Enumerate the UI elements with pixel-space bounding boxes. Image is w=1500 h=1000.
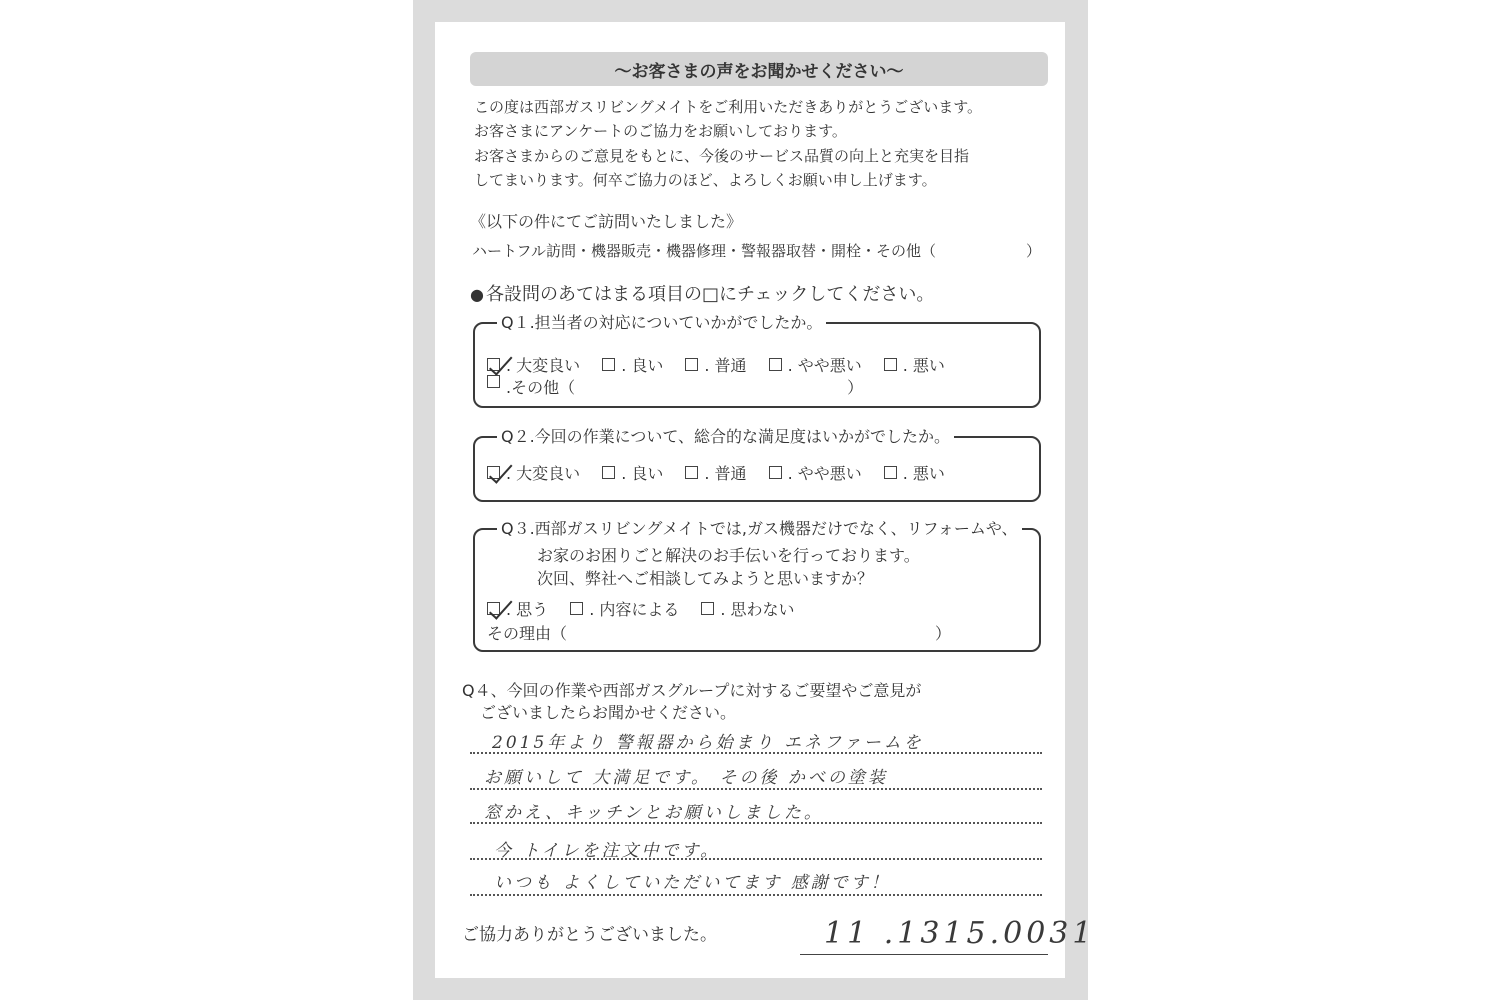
intro-line-3: お客さまからのご意見をもとに、今後のサービス品質の向上と充実を目指 <box>474 147 970 165</box>
q1-title: Q１.担当者の対応についていかがでしたか。 <box>497 313 826 333</box>
answer-line-1: 2015年より 警報器から始まり エネファームを <box>492 733 924 753</box>
checkbox-icon[interactable] <box>769 358 782 371</box>
serial-underline <box>800 954 1048 955</box>
q3-option-2[interactable]: . 内容による <box>570 597 679 620</box>
intro-line-2: お客さまにアンケートのご協力をお願いしております。 <box>474 122 847 140</box>
answer-line-4: 今 トイレを注文中です。 <box>494 841 721 861</box>
instruction <box>470 280 934 306</box>
q2-option-3[interactable]: . 普通 <box>685 461 746 484</box>
answer-line-2: お願いして 大満足です。 その後 かべの塗装 <box>484 768 888 788</box>
answer-rule-5 <box>470 894 1042 896</box>
checkbox-icon[interactable] <box>884 358 897 371</box>
closing-text: ご協力ありがとうございました。 <box>462 925 717 945</box>
checkbox-checked-icon[interactable] <box>487 466 500 479</box>
q1-option-1[interactable]: . 大変良い <box>487 353 580 376</box>
q1-option-2[interactable]: . 良い <box>602 353 663 376</box>
checkbox-icon[interactable] <box>685 466 698 479</box>
checkbox-checked-icon[interactable] <box>487 358 500 371</box>
q1-option-3[interactable]: . 普通 <box>685 353 746 376</box>
q3-option-3[interactable]: . 思わない <box>701 597 794 620</box>
checkbox-icon[interactable] <box>701 602 714 615</box>
intro-line-4: してまいります。何卒ご協力のほど、よろしくお願い申し上げます。 <box>474 171 937 189</box>
intro-line-1: この度は西部ガスリビングメイトをご利用いただきありがとうございます。 <box>474 98 983 116</box>
visit-options: ハートフル訪問・機器販売・機器修理・警報器取替・開栓・その他（ ） <box>472 242 1041 260</box>
checkbox-icon[interactable] <box>602 358 615 371</box>
q3-line-2: お家のお困りごと解決のお手伝いを行っております。 <box>537 546 920 565</box>
q1-box <box>473 313 1041 408</box>
checkbox-icon[interactable] <box>602 466 615 479</box>
checkbox-checked-icon[interactable] <box>487 602 500 615</box>
q2-option-4[interactable]: . やや悪い <box>769 461 862 484</box>
q2-option-1[interactable]: . 大変良い <box>487 461 580 484</box>
q1-other[interactable]: .その他（ ） <box>487 375 863 398</box>
q3-option-1[interactable]: . 思う <box>487 597 548 620</box>
q4-title-2: ございましたらお聞かせください。 <box>480 703 737 722</box>
visit-heading: 《以下の件にてご訪問いたしました》 <box>470 212 743 231</box>
q2-title: Q２.今回の作業について、総合的な満足度はいかがでしたか。 <box>497 427 954 447</box>
answer-line-5: いつも よくしていただいてます 感謝です！ <box>494 873 891 893</box>
instruction-text: 各設問のあてはまる項目の□にチェックしてください。 <box>485 284 935 305</box>
checkbox-icon[interactable] <box>769 466 782 479</box>
bullet-icon: ● <box>470 285 484 304</box>
q4-title: Q４、今回の作業や西部ガスグループに対するご要望やご意見が <box>462 681 922 700</box>
q3-title: Q３.西部ガスリビングメイトでは,ガス機器だけでなく、リフォームや、 <box>497 519 1022 539</box>
q2-option-5[interactable]: . 悪い <box>884 461 945 484</box>
answer-line-3: 窓かえ、キッチンとお願いしました。 <box>484 803 824 823</box>
checkbox-icon[interactable] <box>685 358 698 371</box>
checkbox-icon[interactable] <box>487 375 500 388</box>
q3-reason: その理由（ ） <box>487 624 952 643</box>
q1-option-5[interactable]: . 悪い <box>884 353 945 376</box>
answer-rule-2 <box>470 788 1042 790</box>
q3-box <box>473 519 1041 652</box>
q2-option-2[interactable]: . 良い <box>602 461 663 484</box>
q2-box <box>473 427 1041 502</box>
serial-number: 11 .1315.0031 <box>824 916 1096 951</box>
q3-options <box>487 597 817 620</box>
survey-title: ～お客さまの声をお聞かせください～ <box>470 52 1048 86</box>
q2-options <box>487 461 967 484</box>
q1-option-4[interactable]: . やや悪い <box>769 353 862 376</box>
checkbox-icon[interactable] <box>884 466 897 479</box>
checkbox-icon[interactable] <box>570 602 583 615</box>
q3-line-3: 次回、弊社へご相談してみようと思いますか？ <box>537 569 874 588</box>
q1-options <box>487 353 967 376</box>
